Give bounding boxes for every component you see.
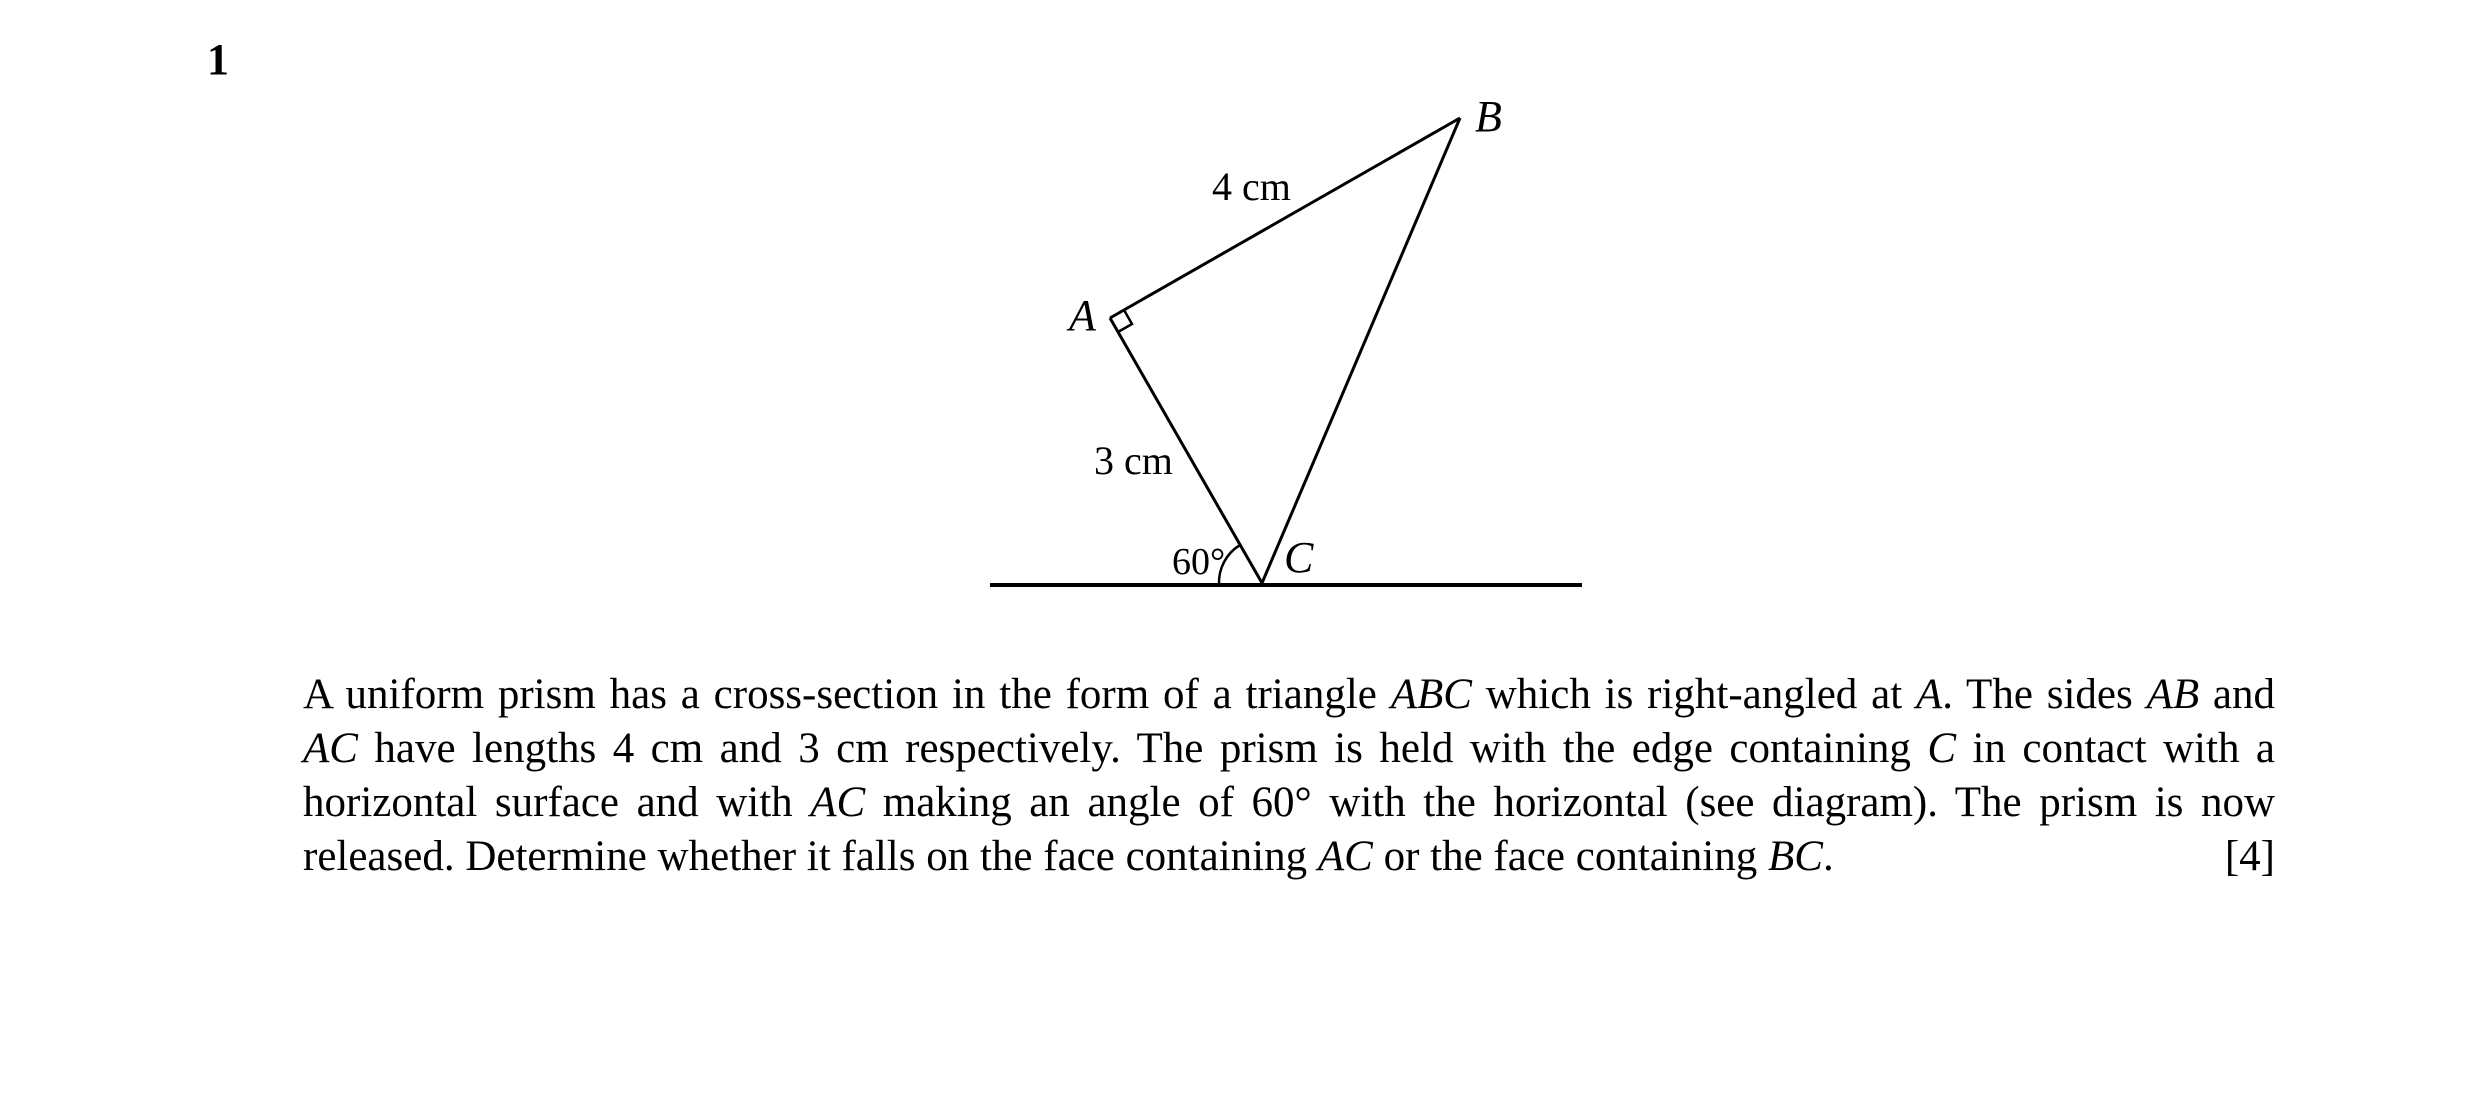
vertex-label-a: A	[1069, 291, 1096, 340]
text-segment: which is right-angled at	[1471, 671, 1916, 718]
math-var: C	[1927, 725, 1957, 772]
math-var: BC	[1768, 833, 1823, 880]
length-label-ac: 3 cm	[1094, 438, 1173, 483]
text-segment: making an angle of 60° with the horizontal (see diagram). The prism is now released. Determine whether it falls on the face containing	[303, 779, 2275, 880]
math-var: AC	[810, 779, 866, 826]
text-segment: . The sides	[1942, 671, 2147, 718]
vertex-label-b: B	[1475, 92, 1502, 141]
math-var: AC	[303, 725, 358, 772]
side-ab	[1110, 118, 1460, 318]
angle-label: 60°	[1172, 541, 1226, 583]
text-segment: in contact with a horizontal surface and with	[303, 725, 2275, 826]
question-text	[303, 668, 2275, 884]
math-var: A	[1915, 671, 1943, 718]
math-var: AC	[1317, 833, 1373, 880]
math-var: AB	[2146, 671, 2200, 718]
text-segment: A uniform prism has a cross-section in the form of a triangle	[303, 671, 1391, 718]
math-var: ABC	[1390, 671, 1472, 718]
text-segment: and	[2199, 671, 2276, 718]
question-number: 1	[207, 35, 229, 84]
text-segment: have lengths 4 cm and 3 cm respectively. The prism is held with the edge containing	[357, 725, 1928, 772]
vertex-label-c: C	[1284, 533, 1314, 582]
text-segment: or the face containing	[1372, 833, 1769, 880]
text-segment: .	[1822, 833, 1834, 880]
marks-label: [4]	[2224, 833, 2275, 880]
length-label-ab: 4 cm	[1212, 164, 1291, 209]
side-bc	[1262, 118, 1460, 583]
